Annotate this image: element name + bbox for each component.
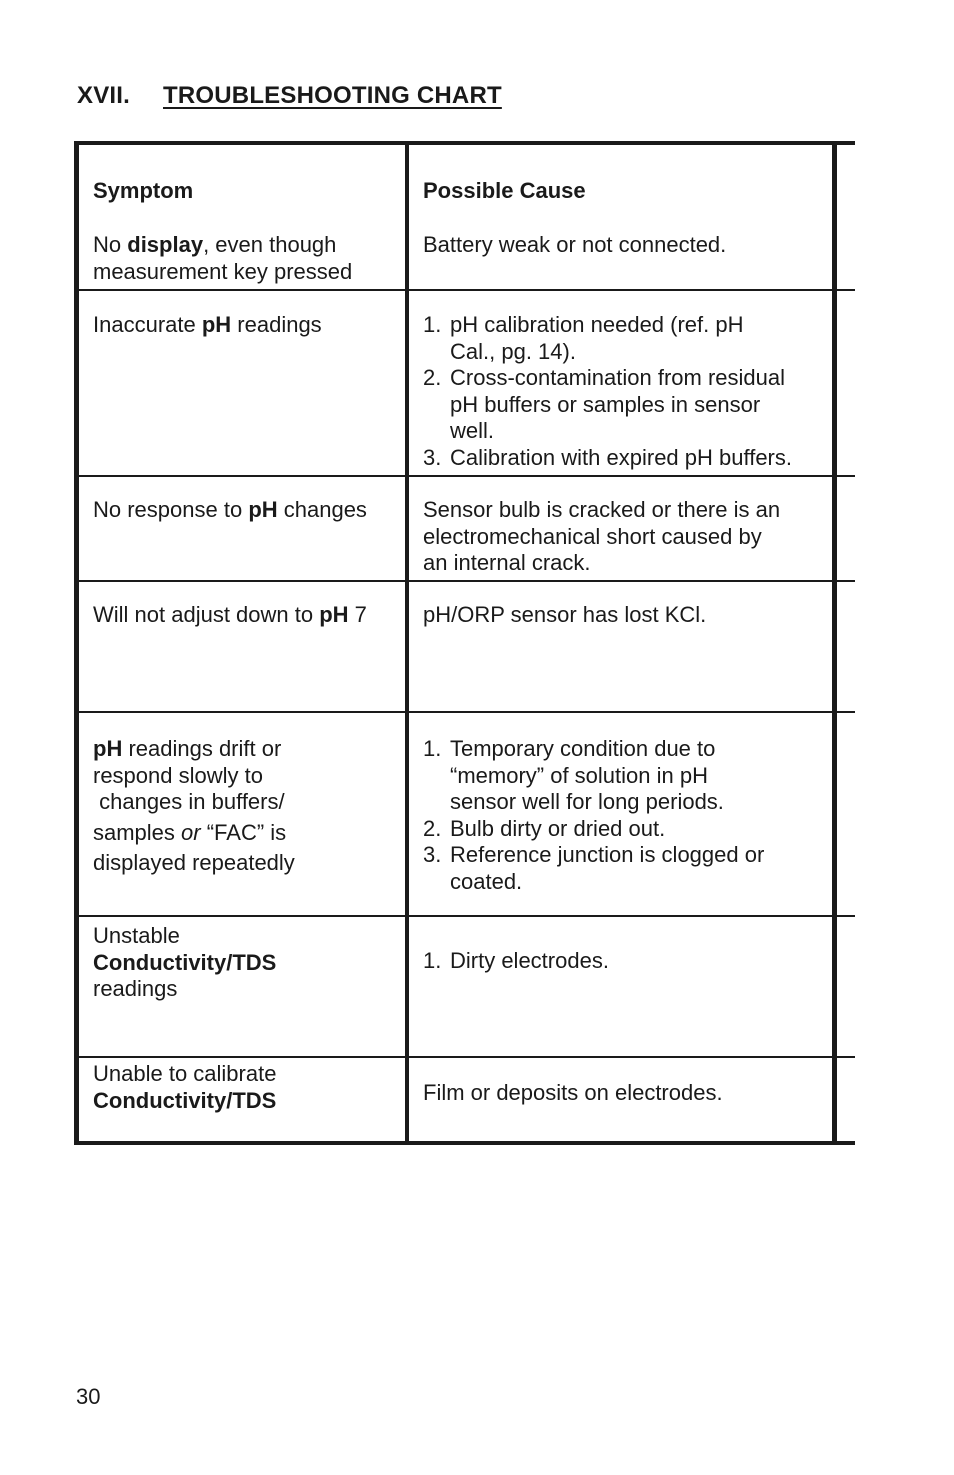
troubleshooting-table — [74, 141, 855, 1145]
symptom-keyword: pH — [248, 497, 278, 522]
symptom-keyword: pH — [319, 602, 349, 627]
table-row-cause-list — [423, 312, 792, 471]
header-symptom: Symptom — [93, 178, 194, 203]
symptom-keyword: pH — [93, 736, 123, 761]
table-row-cause: Film or deposits on electrodes. — [423, 1080, 723, 1105]
table-row-symptom — [93, 497, 367, 524]
cause-number: 3. — [423, 842, 442, 867]
table-row-symptom — [93, 232, 352, 285]
cause-text: Cross-contamination from residual — [450, 365, 786, 390]
cause-text: Temporary condition due to — [450, 736, 716, 761]
table-row-cause-list — [423, 948, 609, 975]
table-row-symptom — [93, 736, 295, 877]
page-number: 30 — [76, 1384, 101, 1409]
cause-text: Calibration with expired pH buffers. — [450, 444, 792, 470]
cause-number: 1. — [423, 312, 442, 337]
cause-text: well. — [450, 418, 495, 443]
cause-text: Bulb dirty or dried out. — [450, 815, 666, 841]
cause-text: sensor well for long periods. — [450, 789, 724, 814]
symptom-keyword: Conductivity/TDS — [93, 949, 277, 975]
row-divider — [79, 711, 855, 713]
symptom-text: “FAC” is — [200, 819, 287, 845]
cause-number: 1. — [423, 948, 442, 973]
section-number: XVII. — [77, 82, 131, 109]
cause-text: Dirty electrodes. — [450, 948, 609, 973]
cause-number: 2. — [423, 365, 442, 390]
row-divider — [79, 580, 855, 582]
symptom-text: Unable to calibrate — [93, 1061, 277, 1086]
section-heading — [77, 82, 502, 110]
table-row-cause-list — [423, 736, 764, 895]
table-border-right — [832, 145, 837, 1141]
table-row-cause: pH/ORP sensor has lost KCl. — [423, 602, 707, 627]
cause-item — [423, 948, 609, 975]
cause-item — [423, 312, 792, 365]
symptom-text: Unstable — [93, 923, 180, 948]
table-column-divider — [405, 145, 409, 1141]
row-divider — [79, 915, 855, 917]
table-row-symptom — [93, 923, 276, 1003]
header-possible-cause: Possible Cause — [423, 178, 586, 203]
table-row-symptom — [93, 602, 367, 629]
symptom-text: changes — [277, 497, 367, 522]
symptom-text: No — [93, 232, 128, 257]
table-row-cause — [423, 497, 780, 577]
row-divider — [79, 289, 855, 291]
symptom-text: , even though — [203, 232, 337, 257]
cause-number: 1. — [423, 736, 442, 761]
symptom-text: readings — [231, 312, 322, 337]
symptom-text: or — [181, 819, 201, 845]
symptom-keyword: Conductivity/TDS — [93, 1087, 277, 1113]
cause-number: 3. — [423, 444, 442, 470]
symptom-keyword: display — [127, 232, 204, 257]
cause-item — [423, 816, 764, 843]
cause-text: electromechanical short caused by — [423, 523, 762, 549]
cause-text: pH buffers or samples in sensor — [450, 391, 761, 417]
symptom-text: Will not adjust down to — [93, 602, 320, 627]
cause-text: “memory” of solution in pH — [450, 762, 708, 788]
table-row-symptom — [93, 1061, 276, 1114]
cause-item — [423, 736, 764, 816]
cause-text: pH calibration needed (ref. pH — [450, 312, 744, 337]
symptom-text: No response to — [93, 497, 249, 522]
table-row-symptom — [93, 312, 322, 339]
table-border-left — [74, 145, 79, 1141]
symptom-text: readings drift or — [122, 736, 282, 761]
cause-item — [423, 445, 792, 472]
symptom-text: respond slowly to — [93, 762, 263, 788]
symptom-text: changes in buffers/ — [93, 789, 285, 814]
symptom-text: displayed repeatedly — [93, 850, 295, 875]
symptom-text: readings — [93, 976, 178, 1001]
cause-text: Sensor bulb is cracked or there is an — [423, 497, 781, 522]
symptom-text: Inaccurate — [93, 312, 202, 337]
symptom-text: samples — [93, 819, 182, 845]
cause-text: Reference junction is clogged or — [450, 842, 765, 867]
symptom-text: 7 — [348, 602, 367, 627]
table-row-cause: Battery weak or not connected. — [423, 232, 727, 257]
cause-item — [423, 842, 764, 895]
row-divider — [79, 1056, 855, 1058]
symptom-text: measurement key pressed — [93, 258, 353, 284]
cause-item — [423, 365, 792, 445]
row-divider — [79, 475, 855, 477]
symptom-keyword: pH — [201, 312, 232, 337]
section-title: TROUBLESHOOTING CHART — [163, 82, 502, 109]
cause-text: Cal., pg. 14). — [450, 338, 576, 364]
cause-number: 2. — [423, 815, 442, 841]
cause-text: an internal crack. — [423, 550, 591, 575]
cause-text: coated. — [450, 868, 523, 894]
